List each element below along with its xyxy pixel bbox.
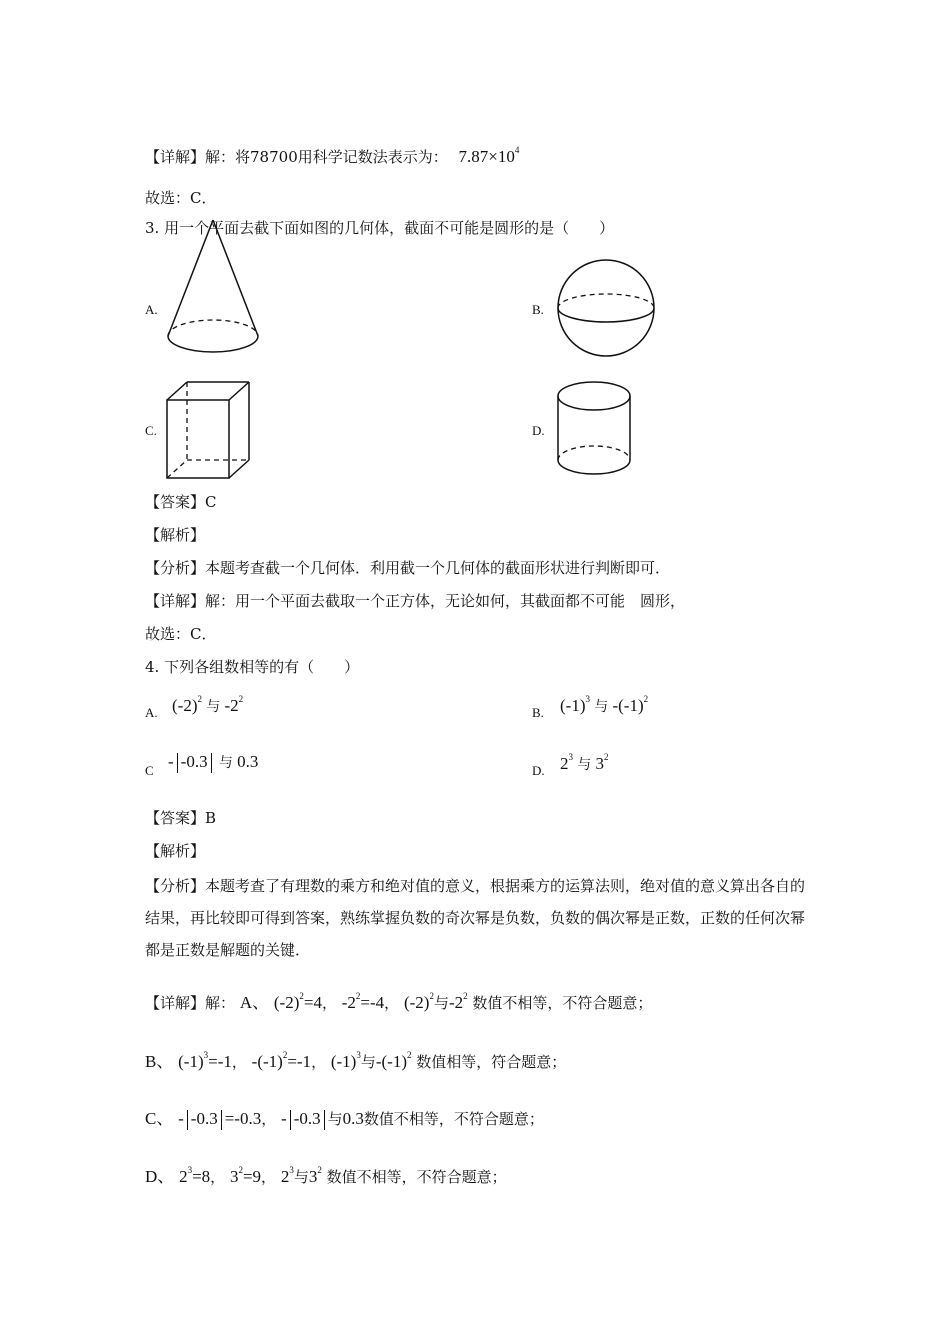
- q4-option-b-expr: $(-1)^3$ 与 $-(-1)^2$: [560, 694, 649, 715]
- q4-option-d-label: D.: [532, 763, 545, 778]
- q3-analysis-label: 【解析】: [145, 526, 206, 544]
- q4-option-a-expr: $(-2)^2$ 与 $-2^2$: [172, 694, 244, 715]
- detail-label: 【详解】: [145, 148, 206, 166]
- cylinder-figure: [556, 380, 636, 480]
- q3-option-d-label: D.: [532, 423, 545, 438]
- q4-option-b-label: B.: [532, 705, 544, 720]
- q4-option-a-label: A.: [145, 705, 158, 720]
- q4-fenxi: 【分析】本题考查了有理数的乘方和绝对值的意义，根据乘方的运算法则，绝对值的意义算出各自的结果，再比较即可得到答案，熟练掌握负数的奇次幂是负数，负数的偶次幂是正数，正数的任何次幂都是正数是解题的关键．: [145, 877, 806, 959]
- scientific-notation: $7.87\times 10^4$: [458, 145, 520, 166]
- sphere-figure: [556, 258, 658, 360]
- q4-detail-row-d: D、 $2^3=8$， $3^2=9$， $2^3$与$3^2$ 数值不相等，不符合题意；: [145, 1165, 507, 1186]
- q3-answer: 【答案】C: [145, 493, 217, 511]
- q3-option-c-label: C.: [145, 423, 157, 438]
- prev-choice: 故选：C．: [145, 189, 217, 207]
- detail-text: 解：将78700用科学记数法表示为：: [205, 148, 448, 166]
- q3-fenxi: 【分析】本题考查截一个几何体．利用截一个几何体的截面形状进行判断即可．: [145, 559, 671, 577]
- cone-figure: [165, 218, 265, 358]
- q4-detail-row-b: B、 $(-1)^3=-1$， $-(-1)^2=-1$， $(-1)^3$与$-(-1)^2$ 数值相等，符合题意；: [145, 1050, 567, 1071]
- q3-option-b-label: B.: [532, 302, 544, 317]
- q4-option-d-expr: $2^3$ 与 $3^2$: [560, 752, 609, 773]
- q4-detail-row-c: C、 - -0.3 =-0.3， - -0.3 与0.3数值不相等，不符合题意；: [145, 1104, 544, 1130]
- q3-detail: 【详解】解：用一个平面去截取一个正方体，无论如何，其截面都不可能 圆形，: [145, 592, 686, 610]
- q4-stem: 4. 下列各组数相等的有（ ）: [145, 658, 360, 676]
- q4-option-c-label: C: [145, 763, 154, 778]
- q3-option-a-label: A.: [145, 302, 158, 317]
- q3-stem: 3. 用一个平面去截下面如图的几何体，截面不可能是圆形的是（ ）: [145, 219, 615, 237]
- q4-detail-row-a: 【详解】解： A、 $(-2)^2=4$， $-2^2=-4$， $(-2)^2$与$-2^2$ 数值不相等，不符合题意；: [145, 991, 653, 1012]
- prev-detail-line: [145, 140, 519, 167]
- q4-analysis-label: 【解析】: [145, 842, 206, 860]
- q4-answer: 【答案】B: [145, 809, 217, 827]
- q3-choice: 故选：C．: [145, 625, 217, 643]
- q4-option-c-expr: - -0.3 与 0.3: [168, 752, 258, 773]
- cube-figure: [165, 380, 255, 480]
